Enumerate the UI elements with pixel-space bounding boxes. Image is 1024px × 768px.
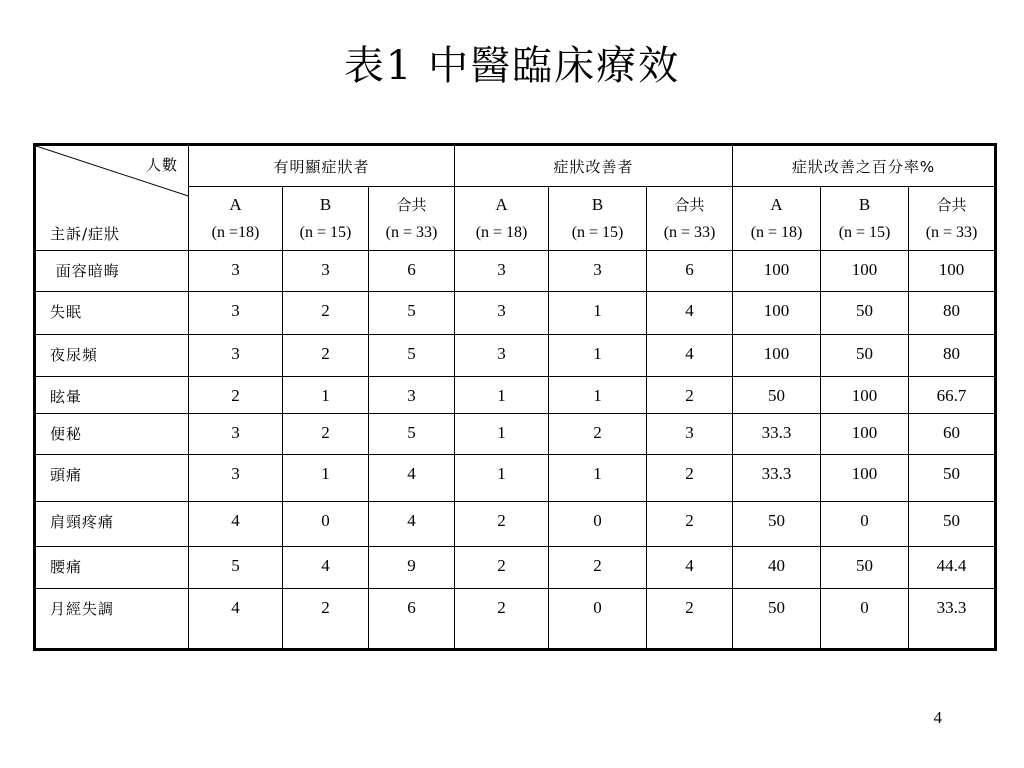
subheader-code: B	[858, 194, 871, 214]
value-cell: 3	[189, 334, 283, 376]
value-cell: 5	[189, 547, 283, 589]
value-cell: 3	[647, 414, 733, 455]
value-cell: 50	[733, 589, 821, 650]
subheader-cell	[283, 187, 369, 251]
table-row	[35, 589, 996, 650]
subheader-cell	[549, 187, 647, 251]
subheader-n: (n = 33)	[925, 223, 978, 241]
value-cell: 2	[283, 589, 369, 650]
symptom-cell: 眩暈	[35, 376, 189, 413]
value-cell: 50	[821, 292, 909, 334]
subheader-code: 合共	[396, 195, 427, 214]
value-cell: 5	[369, 292, 455, 334]
value-cell: 4	[647, 292, 733, 334]
symptom-cell: 夜尿頻	[35, 334, 189, 376]
subheader-cell	[733, 187, 821, 251]
value-cell: 100	[821, 376, 909, 413]
value-cell: 33.3	[733, 455, 821, 501]
value-cell: 33.3	[909, 589, 996, 650]
page-number: 4	[933, 708, 942, 727]
value-cell: 4	[647, 334, 733, 376]
clinical-efficacy-table	[33, 143, 997, 651]
value-cell: 50	[909, 455, 996, 501]
subheader-n: (n = 15)	[299, 223, 352, 241]
value-cell: 2	[549, 547, 647, 589]
value-cell: 1	[283, 376, 369, 413]
subheader-cell	[647, 187, 733, 251]
subheader-cell	[189, 187, 283, 251]
value-cell: 100	[733, 292, 821, 334]
value-cell: 2	[283, 414, 369, 455]
value-cell: 2	[455, 589, 549, 650]
value-cell: 1	[455, 414, 549, 455]
value-cell: 3	[283, 251, 369, 292]
corner-symptom-label: 主訴/症狀	[50, 225, 121, 243]
symptom-cell: 月經失調	[35, 589, 189, 650]
value-cell: 2	[647, 376, 733, 413]
value-cell: 3	[189, 251, 283, 292]
subheader-n: (n = 18)	[475, 223, 528, 241]
table-row	[35, 251, 996, 292]
value-cell: 2	[283, 292, 369, 334]
subheader-n: (n = 33)	[385, 223, 438, 241]
subheader-n: (n = 15)	[838, 223, 891, 241]
group-header-with-symptoms: 有明顯症狀者	[189, 145, 455, 187]
value-cell: 0	[821, 501, 909, 546]
value-cell: 4	[647, 547, 733, 589]
value-cell: 2	[549, 414, 647, 455]
value-cell: 50	[909, 501, 996, 546]
subheader-n: (n = 33)	[663, 223, 716, 241]
subheader-code: 合共	[936, 195, 967, 214]
subheader-code: B	[591, 194, 604, 214]
value-cell: 3	[455, 292, 549, 334]
value-cell: 9	[369, 547, 455, 589]
group-header-improved: 症狀改善者	[455, 145, 733, 187]
value-cell: 4	[283, 547, 369, 589]
value-cell: 1	[455, 376, 549, 413]
value-cell: 100	[821, 251, 909, 292]
subheader-code: A	[495, 194, 508, 214]
value-cell: 50	[733, 501, 821, 546]
symptom-cell: 肩頸疼痛	[35, 501, 189, 546]
value-cell: 2	[283, 334, 369, 376]
symptom-cell: 面容暗晦	[35, 251, 189, 292]
group-header-row	[35, 145, 996, 187]
group-header-improvement-percent: 症狀改善之百分率%	[733, 145, 996, 187]
value-cell: 2	[647, 589, 733, 650]
value-cell: 4	[189, 589, 283, 650]
value-cell: 80	[909, 292, 996, 334]
value-cell: 2	[455, 501, 549, 546]
corner-diagonal-header	[35, 145, 189, 251]
table-row	[35, 501, 996, 546]
value-cell: 4	[369, 501, 455, 546]
symptom-cell: 便秘	[35, 414, 189, 455]
subheader-code: A	[770, 194, 783, 214]
subheader-cell	[369, 187, 455, 251]
value-cell: 1	[283, 455, 369, 501]
subheader-cell	[909, 187, 996, 251]
value-cell: 2	[647, 501, 733, 546]
value-cell: 50	[733, 376, 821, 413]
value-cell: 6	[369, 251, 455, 292]
value-cell: 1	[549, 334, 647, 376]
value-cell: 1	[455, 455, 549, 501]
value-cell: 6	[369, 589, 455, 650]
subheader-cell	[455, 187, 549, 251]
value-cell: 66.7	[909, 376, 996, 413]
value-cell: 0	[549, 589, 647, 650]
table-row	[35, 376, 996, 413]
corner-count-label: 人數	[145, 156, 178, 174]
subheader-n: (n =18)	[211, 223, 260, 241]
value-cell: 3	[189, 414, 283, 455]
table-row	[35, 334, 996, 376]
subheader-n: (n = 18)	[750, 223, 803, 241]
value-cell: 4	[369, 455, 455, 501]
table-body	[35, 251, 996, 650]
subheader-code: B	[319, 194, 332, 214]
table-row	[35, 455, 996, 501]
clinical-efficacy-table-container	[33, 143, 994, 651]
value-cell: 0	[821, 589, 909, 650]
value-cell: 1	[549, 455, 647, 501]
value-cell: 6	[647, 251, 733, 292]
value-cell: 2	[647, 455, 733, 501]
symptom-cell: 失眠	[35, 292, 189, 334]
value-cell: 100	[821, 414, 909, 455]
subheader-code: 合共	[674, 195, 705, 214]
value-cell: 100	[733, 251, 821, 292]
value-cell: 33.3	[733, 414, 821, 455]
value-cell: 2	[189, 376, 283, 413]
value-cell: 3	[455, 251, 549, 292]
symptom-cell: 頭痛	[35, 455, 189, 501]
value-cell: 3	[369, 376, 455, 413]
value-cell: 1	[549, 292, 647, 334]
value-cell: 0	[283, 501, 369, 546]
value-cell: 50	[821, 334, 909, 376]
slide-title: 表1 中醫臨床療效	[343, 43, 681, 89]
value-cell: 3	[455, 334, 549, 376]
value-cell: 0	[549, 501, 647, 546]
subheader-n: (n = 15)	[571, 223, 624, 241]
value-cell: 1	[549, 376, 647, 413]
value-cell: 5	[369, 414, 455, 455]
subheader-code: A	[229, 194, 242, 214]
table-row	[35, 414, 996, 455]
subheader-cell	[821, 187, 909, 251]
value-cell: 80	[909, 334, 996, 376]
value-cell: 100	[733, 334, 821, 376]
value-cell: 100	[821, 455, 909, 501]
value-cell: 2	[455, 547, 549, 589]
value-cell: 50	[821, 547, 909, 589]
table-row	[35, 292, 996, 334]
value-cell: 5	[369, 334, 455, 376]
value-cell: 44.4	[909, 547, 996, 589]
value-cell: 3	[189, 455, 283, 501]
table-row	[35, 547, 996, 589]
value-cell: 4	[189, 501, 283, 546]
value-cell: 60	[909, 414, 996, 455]
value-cell: 3	[189, 292, 283, 334]
value-cell: 100	[909, 251, 996, 292]
value-cell: 40	[733, 547, 821, 589]
value-cell: 3	[549, 251, 647, 292]
symptom-cell: 腰痛	[35, 547, 189, 589]
